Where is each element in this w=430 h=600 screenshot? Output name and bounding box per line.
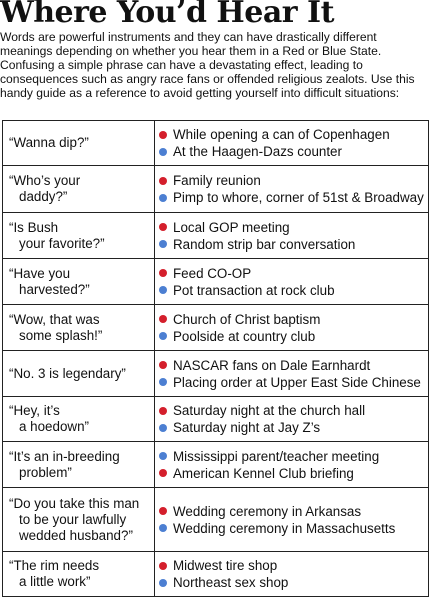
meaning-text: Placing order at Upper East Side Chinese [173, 374, 421, 390]
blue-state-meaning [159, 189, 428, 206]
meaning-text: Saturday night at the church hall [173, 403, 366, 418]
phrase-line: wedded husband?” [19, 527, 133, 543]
intro-line: meanings depending on whether you hear them in a Red or Blue State. [0, 44, 382, 58]
blue-state-meaning [159, 236, 428, 253]
blue-dot-icon [159, 286, 167, 294]
table-row [3, 488, 429, 552]
blue-dot-icon [159, 452, 167, 460]
phrase-line: problem” [19, 464, 72, 480]
meanings-cell [155, 166, 429, 213]
blue-state-meaning [159, 448, 428, 465]
meaning-text: While opening a can of Copenhagen [173, 127, 390, 142]
meaning-text: Mississippi parent/teacher meeting [173, 448, 380, 464]
phrase-cell [3, 166, 155, 213]
meaning-text: Midwest tire shop [173, 558, 278, 573]
red-state-meaning [159, 311, 428, 328]
meaning-text: American Kennel Club briefing [173, 465, 354, 481]
red-dot-icon [159, 223, 167, 231]
meaning-text: Local GOP meeting [173, 219, 290, 235]
meaning-text: Pimp to whore, corner of 51st & Broadway [173, 190, 424, 205]
meaning-text: Poolside at country club [173, 328, 316, 344]
phrase-line: harvested?” [19, 281, 90, 297]
phrase-line: daddy?” [19, 189, 68, 204]
blue-dot-icon [159, 194, 167, 202]
meaning-text: Pot transaction at rock club [173, 282, 335, 298]
table-row [3, 351, 429, 397]
red-dot-icon [159, 507, 167, 515]
red-dot-icon [159, 407, 167, 415]
intro-line: Confusing a simple phrase can have a devastating effect, leading to [0, 58, 363, 72]
intro-line: Words are powerful instruments and they can have drastically different [0, 30, 377, 44]
phrase-line: “Do you take this man [9, 495, 140, 511]
red-state-meaning [159, 219, 428, 236]
intro-line: consequences such as angry race fans or offended religious zealots. Use this [0, 72, 415, 86]
red-state-meaning [159, 357, 428, 374]
phrase-line: “Who’s your [9, 173, 81, 188]
intro-line: handy guide as a reference to avoid getting yourself into difficult situations: [0, 86, 400, 100]
meaning-text: Random strip bar conversation [173, 236, 356, 252]
table-row [3, 305, 429, 351]
phrase-line: to be your lawfully [19, 511, 127, 527]
red-dot-icon [159, 469, 167, 477]
red-state-meaning [159, 126, 428, 143]
phrase-cell [3, 213, 155, 259]
blue-dot-icon [159, 424, 167, 432]
meaning-text: Wedding ceremony in Arkansas [173, 503, 362, 519]
phrase-cell [3, 552, 155, 597]
intro-paragraph [0, 30, 428, 100]
meanings-cell [155, 488, 429, 552]
phrase-line: “It’s an in-breeding [9, 448, 120, 464]
phrase-line: a hoedown” [19, 419, 89, 434]
blue-state-meaning [159, 574, 428, 591]
phrase-line: “Is Bush [9, 219, 59, 235]
phrase-cell [3, 259, 155, 305]
red-state-meaning [159, 557, 428, 574]
meaning-text: Saturday night at Jay Z’s [173, 420, 321, 435]
meanings-cell [155, 121, 429, 166]
blue-state-meaning [159, 143, 428, 160]
table-row [3, 552, 429, 597]
red-dot-icon [159, 361, 167, 369]
phrase-cell [3, 397, 155, 442]
red-state-meaning [159, 402, 428, 419]
phrase-line: some splash!” [19, 327, 103, 343]
blue-dot-icon [159, 332, 167, 340]
meanings-cell [155, 442, 429, 488]
red-dot-icon [159, 269, 167, 277]
blue-dot-icon [159, 524, 167, 532]
meanings-cell [155, 552, 429, 597]
phrase-line: “Have you [9, 265, 71, 281]
red-dot-icon [159, 562, 167, 570]
meanings-cell [155, 305, 429, 351]
phrase-line: “Wanna dip?” [9, 135, 89, 150]
page-title: Where You’d Hear It [0, 0, 334, 30]
table-row [3, 166, 429, 213]
phrase-guide-table [2, 120, 429, 597]
blue-dot-icon [159, 378, 167, 386]
red-state-meaning [159, 465, 428, 482]
phrase-line: your favorite?” [19, 235, 105, 251]
table-row [3, 259, 429, 305]
phrase-line: a little work” [19, 574, 91, 589]
red-state-meaning [159, 503, 428, 520]
red-dot-icon [159, 315, 167, 323]
blue-dot-icon [159, 240, 167, 248]
phrase-line: “The rim needs [9, 558, 100, 573]
table-row [3, 442, 429, 488]
meaning-text: Wedding ceremony in Massachusetts [173, 520, 396, 536]
table-row [3, 213, 429, 259]
meanings-cell [155, 351, 429, 397]
phrase-cell [3, 442, 155, 488]
red-dot-icon [159, 131, 167, 139]
table-row [3, 397, 429, 442]
blue-state-meaning [159, 282, 428, 299]
meaning-text: Feed CO-OP [173, 265, 252, 281]
red-state-meaning [159, 172, 428, 189]
phrase-cell [3, 351, 155, 397]
phrase-line: “Hey, it’s [9, 403, 60, 418]
blue-state-meaning [159, 374, 428, 391]
meaning-text: Family reunion [173, 173, 261, 188]
table-row [3, 121, 429, 166]
meaning-text: Church of Christ baptism [173, 311, 321, 327]
meanings-cell [155, 259, 429, 305]
blue-dot-icon [159, 579, 167, 587]
meaning-text: At the Haagen-Dazs counter [173, 144, 342, 159]
phrase-cell [3, 305, 155, 351]
phrase-cell [3, 488, 155, 552]
blue-state-meaning [159, 520, 428, 537]
phrase-line: “No. 3 is legendary” [9, 365, 126, 381]
phrase-cell [3, 121, 155, 166]
red-dot-icon [159, 177, 167, 185]
blue-state-meaning [159, 419, 428, 436]
meanings-cell [155, 397, 429, 442]
blue-dot-icon [159, 148, 167, 156]
meaning-text: Northeast sex shop [173, 575, 289, 590]
red-state-meaning [159, 265, 428, 282]
meanings-cell [155, 213, 429, 259]
meaning-text: NASCAR fans on Dale Earnhardt [173, 357, 371, 373]
blue-state-meaning [159, 328, 428, 345]
phrase-line: “Wow, that was [9, 311, 100, 327]
